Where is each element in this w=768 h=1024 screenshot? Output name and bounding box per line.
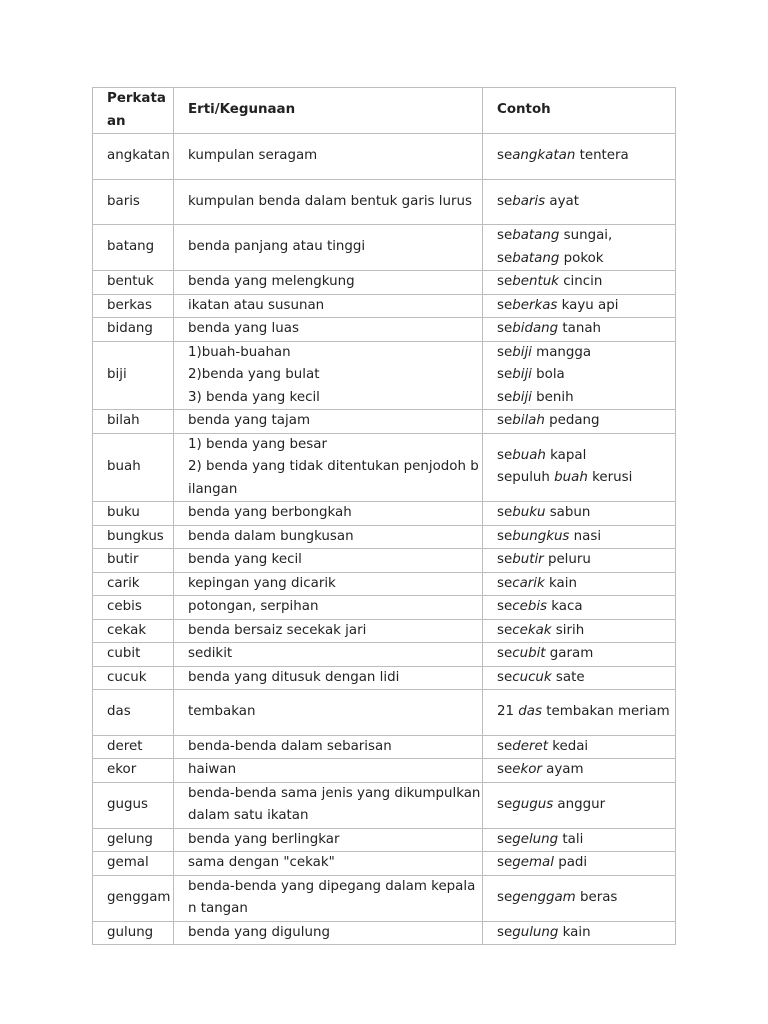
cell-word: bidang [93, 318, 174, 342]
table-row [93, 690, 676, 736]
example-suffix: tembakan meriam [541, 704, 670, 719]
cell-meaning [174, 875, 483, 921]
example-suffix: tentera [575, 148, 629, 163]
example-prefix: se [497, 389, 513, 405]
example-line [497, 887, 675, 910]
example-suffix: kain [558, 924, 591, 940]
example-classifier: bentuk [512, 274, 559, 289]
header-erti-kegunaan: Erti/Kegunaan [174, 88, 483, 134]
cell-word: butir [93, 549, 174, 573]
cell-example [483, 690, 676, 736]
example-prefix: se [497, 228, 513, 243]
example-classifier: batang [512, 228, 560, 243]
cell-example [483, 759, 676, 783]
header-contoh: Contoh [483, 88, 676, 134]
example-prefix: se [497, 344, 513, 360]
cell-meaning [174, 852, 483, 876]
cell-meaning [174, 410, 483, 434]
cell-meaning [174, 294, 483, 318]
table-row [93, 828, 676, 852]
meaning-line: benda yang kecil [188, 552, 302, 567]
example-line [497, 829, 675, 852]
example-prefix: se [497, 297, 513, 313]
example-line [497, 271, 675, 294]
cell-word: batang [93, 225, 174, 271]
example-classifier: carik [512, 575, 545, 591]
example-prefix: se [497, 321, 513, 336]
cell-example [483, 596, 676, 620]
example-line [497, 667, 675, 690]
meaning-line: tembakan [188, 704, 256, 719]
table-row [93, 782, 676, 828]
meaning-line: benda yang digulung [188, 924, 330, 940]
example-line [497, 467, 675, 490]
table-row [93, 549, 676, 573]
meaning-line: benda dalam bungkusan [188, 528, 354, 544]
table-row [93, 666, 676, 690]
table-row [93, 735, 676, 759]
example-line [497, 922, 675, 945]
cell-example [483, 921, 676, 945]
example-suffix: benih [531, 389, 574, 405]
meaning-line: benda yang tajam [188, 413, 310, 428]
example-prefix: se [497, 738, 513, 754]
example-prefix: se [497, 646, 513, 661]
table-row [93, 134, 676, 180]
cell-word: genggam [93, 875, 174, 921]
example-suffix: pokok [559, 250, 604, 266]
cell-word: buku [93, 502, 174, 526]
cell-meaning [174, 318, 483, 342]
example-line [497, 549, 675, 572]
cell-meaning [174, 271, 483, 295]
meaning-line: potongan, serpihan [188, 599, 319, 614]
table-header-row [93, 88, 676, 134]
example-suffix: kain [544, 575, 577, 591]
cell-word: cebis [93, 596, 174, 620]
example-line [497, 701, 675, 724]
cell-meaning [174, 225, 483, 271]
example-prefix: se [497, 831, 513, 847]
example-suffix: ayam [541, 762, 584, 777]
example-prefix: 21 [497, 704, 519, 719]
table-row [93, 875, 676, 921]
meaning-line: benda panjang atau tinggi [188, 239, 366, 255]
example-line [497, 573, 675, 596]
table-row [93, 410, 676, 434]
cell-example [483, 341, 676, 410]
table-row [93, 921, 676, 945]
cell-word: gulung [93, 921, 174, 945]
table-body [93, 134, 676, 945]
cell-meaning [174, 572, 483, 596]
table-row [93, 572, 676, 596]
cell-meaning [174, 643, 483, 667]
meaning-line: benda-benda yang dipegang dalam kepalan tangan [188, 878, 476, 916]
cell-meaning [174, 921, 483, 945]
example-line [497, 643, 675, 666]
cell-meaning [174, 525, 483, 549]
example-suffix: sabun [545, 505, 591, 520]
meaning-line: kumpulan benda dalam bentuk garis lurus [188, 193, 472, 209]
example-classifier: buah [512, 447, 546, 463]
table-row [93, 433, 676, 502]
table-row [93, 643, 676, 667]
example-line [497, 318, 675, 341]
meaning-line: benda yang berbongkah [188, 505, 352, 520]
cell-meaning [174, 134, 483, 180]
cell-meaning [174, 549, 483, 573]
meaning-line: ikatan atau susunan [188, 297, 325, 313]
cell-word: buah [93, 433, 174, 502]
example-line [497, 191, 675, 214]
cell-example [483, 735, 676, 759]
example-prefix: se [497, 447, 513, 463]
cell-meaning [174, 179, 483, 225]
cell-word: gemal [93, 852, 174, 876]
cell-example [483, 619, 676, 643]
example-line [497, 387, 675, 410]
example-classifier: cekak [512, 622, 552, 638]
example-prefix: se [497, 413, 513, 428]
example-line [497, 620, 675, 643]
example-suffix: anggur [553, 796, 606, 812]
example-prefix: se [497, 575, 513, 591]
example-prefix: se [497, 505, 513, 520]
example-line [497, 794, 675, 817]
cell-example [483, 318, 676, 342]
vocabulary-table [92, 87, 676, 945]
cell-meaning [174, 735, 483, 759]
example-suffix: garam [545, 646, 594, 661]
example-line [497, 596, 675, 619]
example-prefix: se [497, 889, 513, 905]
example-prefix: se [497, 367, 513, 382]
cell-example [483, 828, 676, 852]
cell-example [483, 643, 676, 667]
example-prefix: se [497, 193, 513, 209]
table-row [93, 341, 676, 410]
example-prefix: se [497, 855, 513, 870]
example-classifier: das [518, 704, 542, 719]
cell-example [483, 271, 676, 295]
cell-example [483, 179, 676, 225]
example-classifier: butir [512, 552, 544, 567]
cell-meaning [174, 341, 483, 410]
example-line [497, 759, 675, 782]
cell-example [483, 433, 676, 502]
example-suffix: cincin [558, 274, 603, 289]
meaning-line: 3) benda yang kecil [188, 389, 320, 405]
cell-word: das [93, 690, 174, 736]
example-line [497, 410, 675, 433]
example-prefix: se [497, 599, 513, 614]
example-suffix: tanah [558, 321, 602, 336]
cell-meaning [174, 666, 483, 690]
example-suffix: kaca [547, 599, 583, 614]
example-prefix: se [497, 762, 513, 777]
example-prefix: se [497, 552, 513, 567]
example-classifier: gemal [512, 855, 554, 870]
meaning-line: benda yang ditusuk dengan lidi [188, 669, 400, 685]
example-suffix: kerusi [587, 470, 633, 486]
meaning-line: sama dengan "cekak" [188, 855, 335, 870]
cell-word: gelung [93, 828, 174, 852]
table-row [93, 271, 676, 295]
example-line [497, 736, 675, 759]
table-row [93, 852, 676, 876]
cell-meaning [174, 782, 483, 828]
table-row [93, 179, 676, 225]
example-line [497, 502, 675, 525]
cell-word: deret [93, 735, 174, 759]
example-line [497, 445, 675, 468]
example-suffix: mangga [531, 344, 592, 360]
meaning-line: benda-benda sama jenis yang dikumpulkan dalam satu ikatan [188, 785, 481, 823]
meaning-line: sedikit [188, 646, 233, 661]
example-suffix: sungai, [559, 228, 613, 243]
meaning-line: benda yang melengkung [188, 274, 355, 289]
cell-meaning [174, 433, 483, 502]
cell-word: berkas [93, 294, 174, 318]
cell-meaning [174, 690, 483, 736]
table-row [93, 318, 676, 342]
example-classifier: biji [512, 367, 532, 382]
cell-word: bungkus [93, 525, 174, 549]
cell-example [483, 782, 676, 828]
example-line [497, 295, 675, 318]
example-prefix: se [497, 274, 513, 289]
table-row [93, 225, 676, 271]
cell-word: bilah [93, 410, 174, 434]
example-suffix: peluru [543, 552, 591, 567]
cell-word: angkatan [93, 134, 174, 180]
example-classifier: gelung [512, 831, 559, 847]
cell-example [483, 225, 676, 271]
meaning-line: kepingan yang dicarik [188, 575, 336, 591]
example-suffix: kedai [547, 738, 589, 754]
meaning-line: benda yang berlingkar [188, 831, 340, 847]
example-classifier: gulung [512, 924, 559, 940]
example-classifier: bidang [512, 321, 559, 336]
example-classifier: berkas [512, 297, 558, 313]
cell-meaning [174, 619, 483, 643]
example-suffix: sate [551, 669, 585, 685]
example-classifier: cebis [512, 599, 548, 614]
cell-example [483, 502, 676, 526]
example-suffix: kayu api [557, 297, 619, 313]
cell-word: biji [93, 341, 174, 410]
example-suffix: kapal [545, 447, 587, 463]
cell-example [483, 525, 676, 549]
cell-meaning [174, 828, 483, 852]
example-suffix: beras [575, 889, 618, 905]
vocabulary-table-container [92, 87, 675, 945]
example-classifier: buah [554, 470, 588, 486]
meaning-line: 1)buah-buahan [188, 344, 291, 360]
example-prefix: se [497, 669, 513, 685]
meaning-line: haiwan [188, 762, 237, 777]
example-prefix: sepuluh [497, 470, 555, 486]
meaning-line: kumpulan seragam [188, 148, 318, 163]
table-row [93, 294, 676, 318]
cell-word: gugus [93, 782, 174, 828]
meaning-line: benda-benda dalam sebarisan [188, 738, 392, 754]
example-classifier: gugus [512, 796, 554, 812]
example-classifier: bilah [512, 413, 545, 428]
table-row [93, 619, 676, 643]
example-prefix: se [497, 924, 513, 940]
example-suffix: bola [531, 367, 565, 382]
example-suffix: sirih [551, 622, 585, 638]
example-line [497, 364, 675, 387]
example-classifier: buku [512, 505, 546, 520]
cell-example [483, 410, 676, 434]
cell-word: bentuk [93, 271, 174, 295]
meaning-line: benda yang luas [188, 321, 299, 336]
example-classifier: deret [512, 738, 548, 754]
example-line [497, 526, 675, 549]
meaning-line: benda bersaiz secekak jari [188, 622, 367, 638]
cell-word: carik [93, 572, 174, 596]
example-line [497, 342, 675, 365]
cell-word: cucuk [93, 666, 174, 690]
example-prefix: se [497, 250, 513, 266]
header-perkataan: Perkataan [93, 88, 174, 134]
example-line [497, 145, 675, 168]
example-prefix: se [497, 622, 513, 638]
meaning-line: 2)benda yang bulat [188, 367, 320, 382]
table-row [93, 759, 676, 783]
example-classifier: angkatan [512, 148, 576, 163]
example-line [497, 248, 675, 271]
example-suffix: pedang [544, 413, 600, 428]
example-classifier: genggam [512, 889, 576, 905]
example-line [497, 852, 675, 875]
example-suffix: nasi [569, 528, 602, 544]
table-row [93, 502, 676, 526]
cell-word: cekak [93, 619, 174, 643]
meaning-line: 1) benda yang besar [188, 436, 327, 452]
example-classifier: baris [512, 193, 546, 209]
example-line [497, 225, 675, 248]
table-row [93, 525, 676, 549]
cell-meaning [174, 596, 483, 620]
cell-example [483, 875, 676, 921]
cell-example [483, 294, 676, 318]
example-classifier: ekor [512, 762, 542, 777]
example-prefix: se [497, 148, 513, 163]
cell-word: cubit [93, 643, 174, 667]
cell-example [483, 852, 676, 876]
example-suffix: padi [553, 855, 588, 870]
example-classifier: batang [512, 250, 560, 266]
example-classifier: cucuk [512, 669, 552, 685]
example-prefix: se [497, 528, 513, 544]
cell-example [483, 134, 676, 180]
example-prefix: se [497, 796, 513, 812]
cell-example [483, 666, 676, 690]
example-classifier: bungkus [512, 528, 570, 544]
cell-example [483, 572, 676, 596]
example-classifier: biji [512, 389, 532, 405]
cell-word: ekor [93, 759, 174, 783]
cell-word: baris [93, 179, 174, 225]
example-suffix: tali [558, 831, 584, 847]
cell-example [483, 549, 676, 573]
table-row [93, 596, 676, 620]
cell-meaning [174, 759, 483, 783]
cell-meaning [174, 502, 483, 526]
example-classifier: cubit [512, 646, 546, 661]
meaning-line: 2) benda yang tidak ditentukan penjodoh bilangan [188, 459, 479, 497]
example-classifier: biji [512, 344, 532, 360]
example-suffix: ayat [545, 193, 579, 209]
